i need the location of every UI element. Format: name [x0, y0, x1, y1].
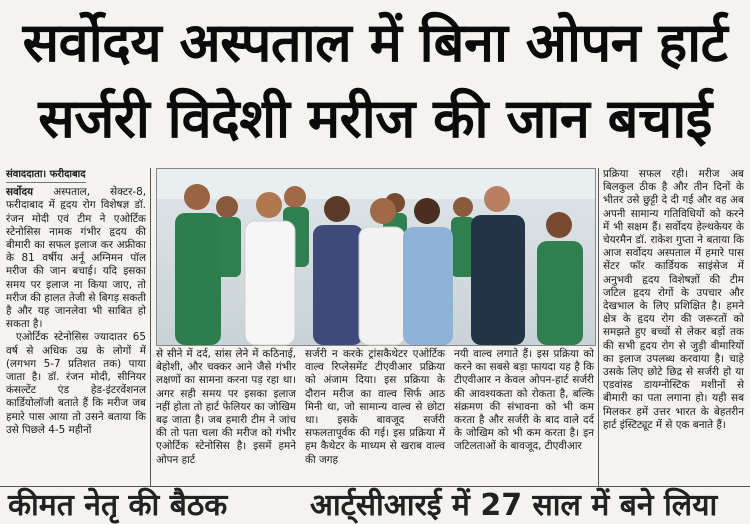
article-column-2: से सीने में दर्द, सांस लेने में कठिनाई, बेहोशी, और चक्कर आने जैसे गंभीर लक्षणों का सामना करना पड़ रहा था। अगर सही समय पर इसका इलाज नहीं होता तो हार्ट फेलियर का जोखिम बढ़ जाता है। जब हमारी टीम ने जांच की तो पता चला की मरीज को गंभीर एओर्टिक स्टेनोसिस है। इसमें हमने ओपन हार्ट: [156, 348, 296, 466]
next-article-strip: [0, 487, 750, 523]
dateline: संवाददाता। फरीदाबाद: [6, 168, 86, 183]
lead-word: सर्वोदय: [6, 186, 34, 199]
col1-para1: अस्पताल, सेक्टर-8, फरीदाबाद में हृदय रोग विशेषज्ञ डॉ. रंजन मोदी एवं टीम ने एओर्टिक स्टेनोसिस नामक गंभीर हृदय की बीमारी का सफल इलाज कर अफ्रीका के 81 वर्षीय अर्नू अग्निमन पॉल मरीज की जान बचाई। यदि इसका समय पर इलाज ना किया जाए, तो मरीज की हालत तेजी से बिगड़ सकती है और यह जानलेवा भी साबित हो सकता है।: [6, 186, 146, 331]
col1-para2: एओर्टिक स्टेनोसिस ज्यादातर 65 वर्ष से अधिक उम्र के लोगों में (लगभग 5-7 प्रतिशत तक) पाया जाता है। डॉ. रंजन मोदी, सीनियर कंसल्टेंट एंड हेड-इंटरवेंशनल कार्डियोलॉजी बताते हैं कि मरीज जब हमारे पास आया तो उसने बताया कि उसे पिछले 4-5 महीनों: [6, 331, 146, 436]
column-divider: [598, 168, 599, 486]
article-column-5: प्रक्रिया सफल रही। मरीज अब बिलकुल ठीक है और तीन दिनों के भीतर उसे छुट्टी दे दी गई और वह अब अपनी सामान्य गतिविधियों को करने में भी सक्षम हैं। सर्वोदय हेल्थकेयर के चेयरमैन डॉ. राकेश गुप्ता ने बताया कि आज सर्वोदय अस्पताल में हमारे पास सेंटर फॉर कार्डियक साइंसेज में अनुभवी हृदय विशेषज्ञों की टीम जटिल हृदय रोगों के उपचार और देखभाल के लिए प्रशिक्षित है। हमने क्षेत्र के हृदय रोग की जरूरतों को समझते हुए बच्चों से लेकर बड़ों तक की सभी हृदय रोग से जुड़ी बीमारियों का इलाज उपलब्ध करवाया है। चाहे उसके लिए छोटे छिद्र से सर्जरी हो या एडवांस्ड डायग्नोस्टिक मशीनों से बीमारी का पता लगाना हो। यही सब मिलकर हमें उत्तर भारत के बेहतरीन हार्ट इंस्टिट्यूट में से एक बनाते हैं।: [603, 168, 744, 431]
headline-line-1: सर्वोदय अस्पताल में बिना ओपन हार्ट: [22, 11, 728, 74]
doctors-team-photo: [156, 168, 596, 346]
next-headline-left: कीमत नेतृ की बैठक: [8, 488, 228, 523]
article-column-4: नयी वाल्व लगाते हैं। इस प्रक्रिया को करने का सबसे बड़ा फायदा यह है कि टीएवीआर न केवल ओपन-हार्ट सर्जरी की आवश्यकता को रोकता है, बल्कि संक्रमण की संभावना को भी कम करता है और सर्जरी के बाद वाले दर्द के जोखिम को भी कम करता है। इन जटिलताओं के बावजूद, टीएवीआर: [454, 348, 594, 453]
article-column-3: सर्जरी न करके ट्रांसकैथेटर एओर्टिक वाल्व रिप्लेसमेंट टीएवीआर प्रक्रिया को अंजाम दिया। इस प्रक्रिया के दौरान मरीज का वाल्व सिर्फ आठ मिनी था, जो सामान्य वाल्व से छोटा था। इसके बावजूद सर्जरी सफलतापूर्वक की गई। इस प्रक्रिया में हम कैथेटर के माध्यम से खराब वाल्व की जगह: [305, 348, 445, 466]
column-divider: [150, 168, 151, 486]
article-column-1: [6, 168, 146, 486]
headline-line-2: सर्जरी विदेशी मरीज की जान बचाई: [38, 87, 712, 150]
next-headline-right: आर्ट्सीआरई में 27 साल में बने लिया: [310, 488, 718, 523]
